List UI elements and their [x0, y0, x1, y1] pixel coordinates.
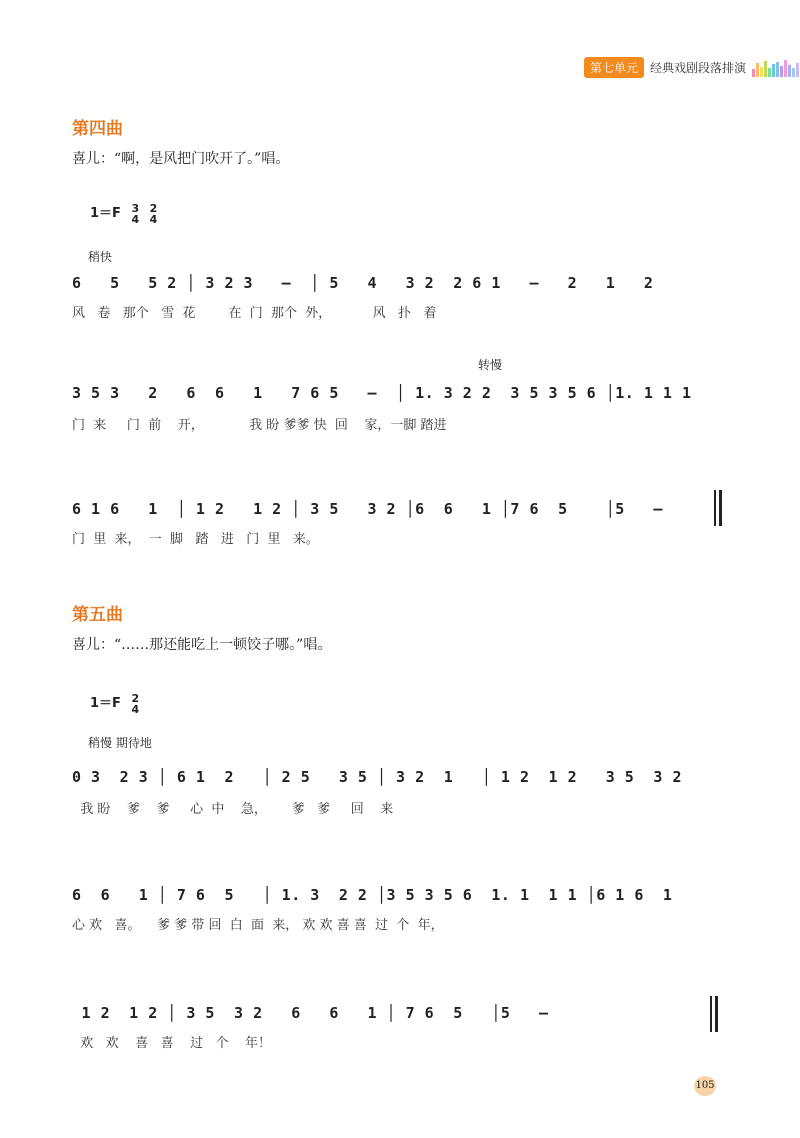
- final-barline-thick: [719, 490, 722, 526]
- section5-key: [90, 692, 139, 715]
- section5-line1-notes: 0 3 2 3 │ 6 1 2 │ 2 5 3 5 │ 3 2 1 │ 1 2 1 2 3 5 3 2: [72, 768, 682, 786]
- section4-tempo-change: 转慢: [478, 358, 503, 372]
- section4-key: [90, 202, 157, 225]
- time-signature-1: 3 4: [131, 201, 140, 226]
- section4-line2-notes: 3 5 3 2 6 6 1 7 6 5 – │ 1. 3 2 2 3 5 3 5 6 │1. 1 1 1: [72, 384, 692, 402]
- unit-tag: 第七单元: [584, 57, 644, 78]
- time-signature-2: 2 4: [149, 201, 158, 226]
- final-barline-thick: [715, 996, 718, 1032]
- section5-intro: 喜儿：“……那还能吃上一顿饺子哪。”唱。: [72, 637, 332, 653]
- unit-header: [584, 56, 800, 78]
- section5-line3-notes: 1 2 1 2 │ 3 5 3 2 6 6 1 │ 7 6 5 │5 –: [72, 1004, 549, 1022]
- section4-tempo: 稍快: [88, 250, 113, 264]
- section5-line2-notes: 6 6 1 │ 7 6 5 │ 1. 3 2 2 │3 5 3 5 6 1. 1 1 1 │6 1 6 1: [72, 886, 673, 904]
- final-barline: [710, 996, 712, 1032]
- final-barline: [714, 490, 716, 526]
- section4-line3-lyrics: 门 里 来， 一 脚 踏 进 门 里 来。: [72, 532, 319, 547]
- section4-line3-notes: 6 1 6 1 │ 1 2 1 2 │ 3 5 3 2 │6 6 1 │7 6 5 │5 –: [72, 500, 663, 518]
- section5-line2-lyrics: 心 欢 喜。 爹 爹 带 回 白 面 来， 欢 欢 喜 喜 过 个 年，: [72, 918, 444, 933]
- section4-title: 第四曲: [72, 119, 123, 139]
- decorative-bars-icon: [752, 57, 800, 77]
- unit-title: 经典戏剧段落排演: [649, 60, 746, 75]
- time-signature: 2 4: [131, 691, 140, 716]
- section5-title: 第五曲: [72, 605, 123, 625]
- section5-tempo: 稍慢 期待地: [88, 736, 152, 750]
- section4-line2-lyrics: 门 来 门 前 开， 我 盼 爹爹 快 回 家，一脚 踏进: [72, 418, 447, 433]
- key-signature: 1＝F: [90, 206, 121, 221]
- section4-line1-notes: 6 5 5 2 │ 3 2 3 – │ 5 4 3 2 2 6 1 – 2 1 2: [72, 274, 654, 292]
- section5-line3-lyrics: 欢 欢 喜 喜 过 个 年！: [72, 1036, 272, 1051]
- key-signature: 1＝F: [90, 696, 121, 711]
- section4-line1-lyrics: 风 卷 那个 雪 花 在 门 那个 外， 风 扑 着: [72, 306, 437, 321]
- page-number: 105: [694, 1076, 716, 1096]
- section4-intro: 喜儿：“啊，是风把门吹开了。”唱。: [72, 151, 290, 167]
- section5-line1-lyrics: 我 盼 爹 爹 心 中 急， 爹 爹 回 来: [72, 802, 394, 817]
